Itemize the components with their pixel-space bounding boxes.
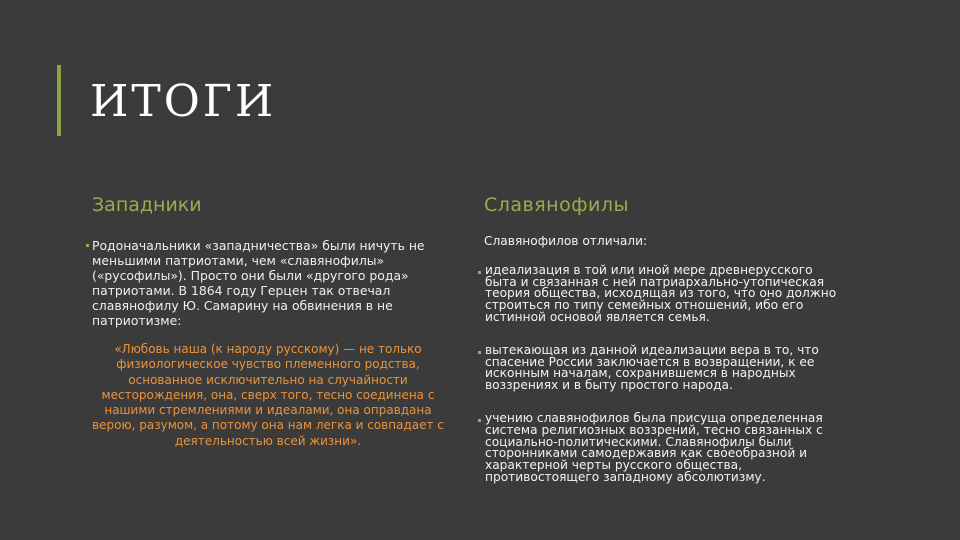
list-item <box>478 410 858 484</box>
bullet-square-icon <box>478 271 481 274</box>
slavophiles-intro: Славянофилов отличали: <box>484 234 648 248</box>
slavophiles-list <box>478 236 858 505</box>
herzen-quote: «Любовь наша (к народу русскому) — не только физиологическое чувство племенного родства, основанное исключительно на случайности месторождения, она, сверх того, тесно соединена с нашими стремлениями и идеалами, она оправдана верою, разумом, а потому она нам легка и совпадает с деятельностью всей жизни». <box>92 342 444 448</box>
westernizers-heading: Западники <box>92 194 202 216</box>
bullet-square-icon <box>86 244 89 247</box>
westernizers-text <box>86 238 436 328</box>
list-item-text: учению славянофилов была присуща определенная система религиозных воззрений, тесно связанных с социально-политическими. Славянофилы были сторонниками самодержавия как своеобразной и характерной черты русского общества, противостоящего западному абсолютизму. <box>485 410 823 484</box>
bullet-square-icon <box>478 419 481 422</box>
westernizers-bullet <box>86 238 436 328</box>
slavophiles-heading: Славянофилы <box>484 194 629 216</box>
list-item-text: вытекающая из данной идеализации вера в то, что спасение России заключается в возвращении, к ее исконным началам, сохранившемся в народных воззрениях и в быту простого народа. <box>485 342 819 393</box>
list-item-text: идеализация в той или иной мере древнерусского быта и связанная с ней патриархально-утопическая теория общества, исходящая из того, что оно должно строиться по типу семейных отношений, ибо его истинной основой является семья. <box>485 262 837 324</box>
slide-title: ИТОГИ <box>90 76 277 127</box>
list-item <box>478 342 858 393</box>
title-accent-bar <box>57 65 61 136</box>
bullet-square-icon <box>478 351 481 354</box>
westernizers-paragraph: Родоначальники «западничества» были ничуть не меньшими патриотами, чем «славянофилы» («русофилы»). Просто они были «другого рода» патриотами. В 1864 году Герцен так отвечал славянофилу Ю. Самарину на обвинения в не патриотизме: <box>92 238 425 328</box>
list-item <box>478 262 858 324</box>
